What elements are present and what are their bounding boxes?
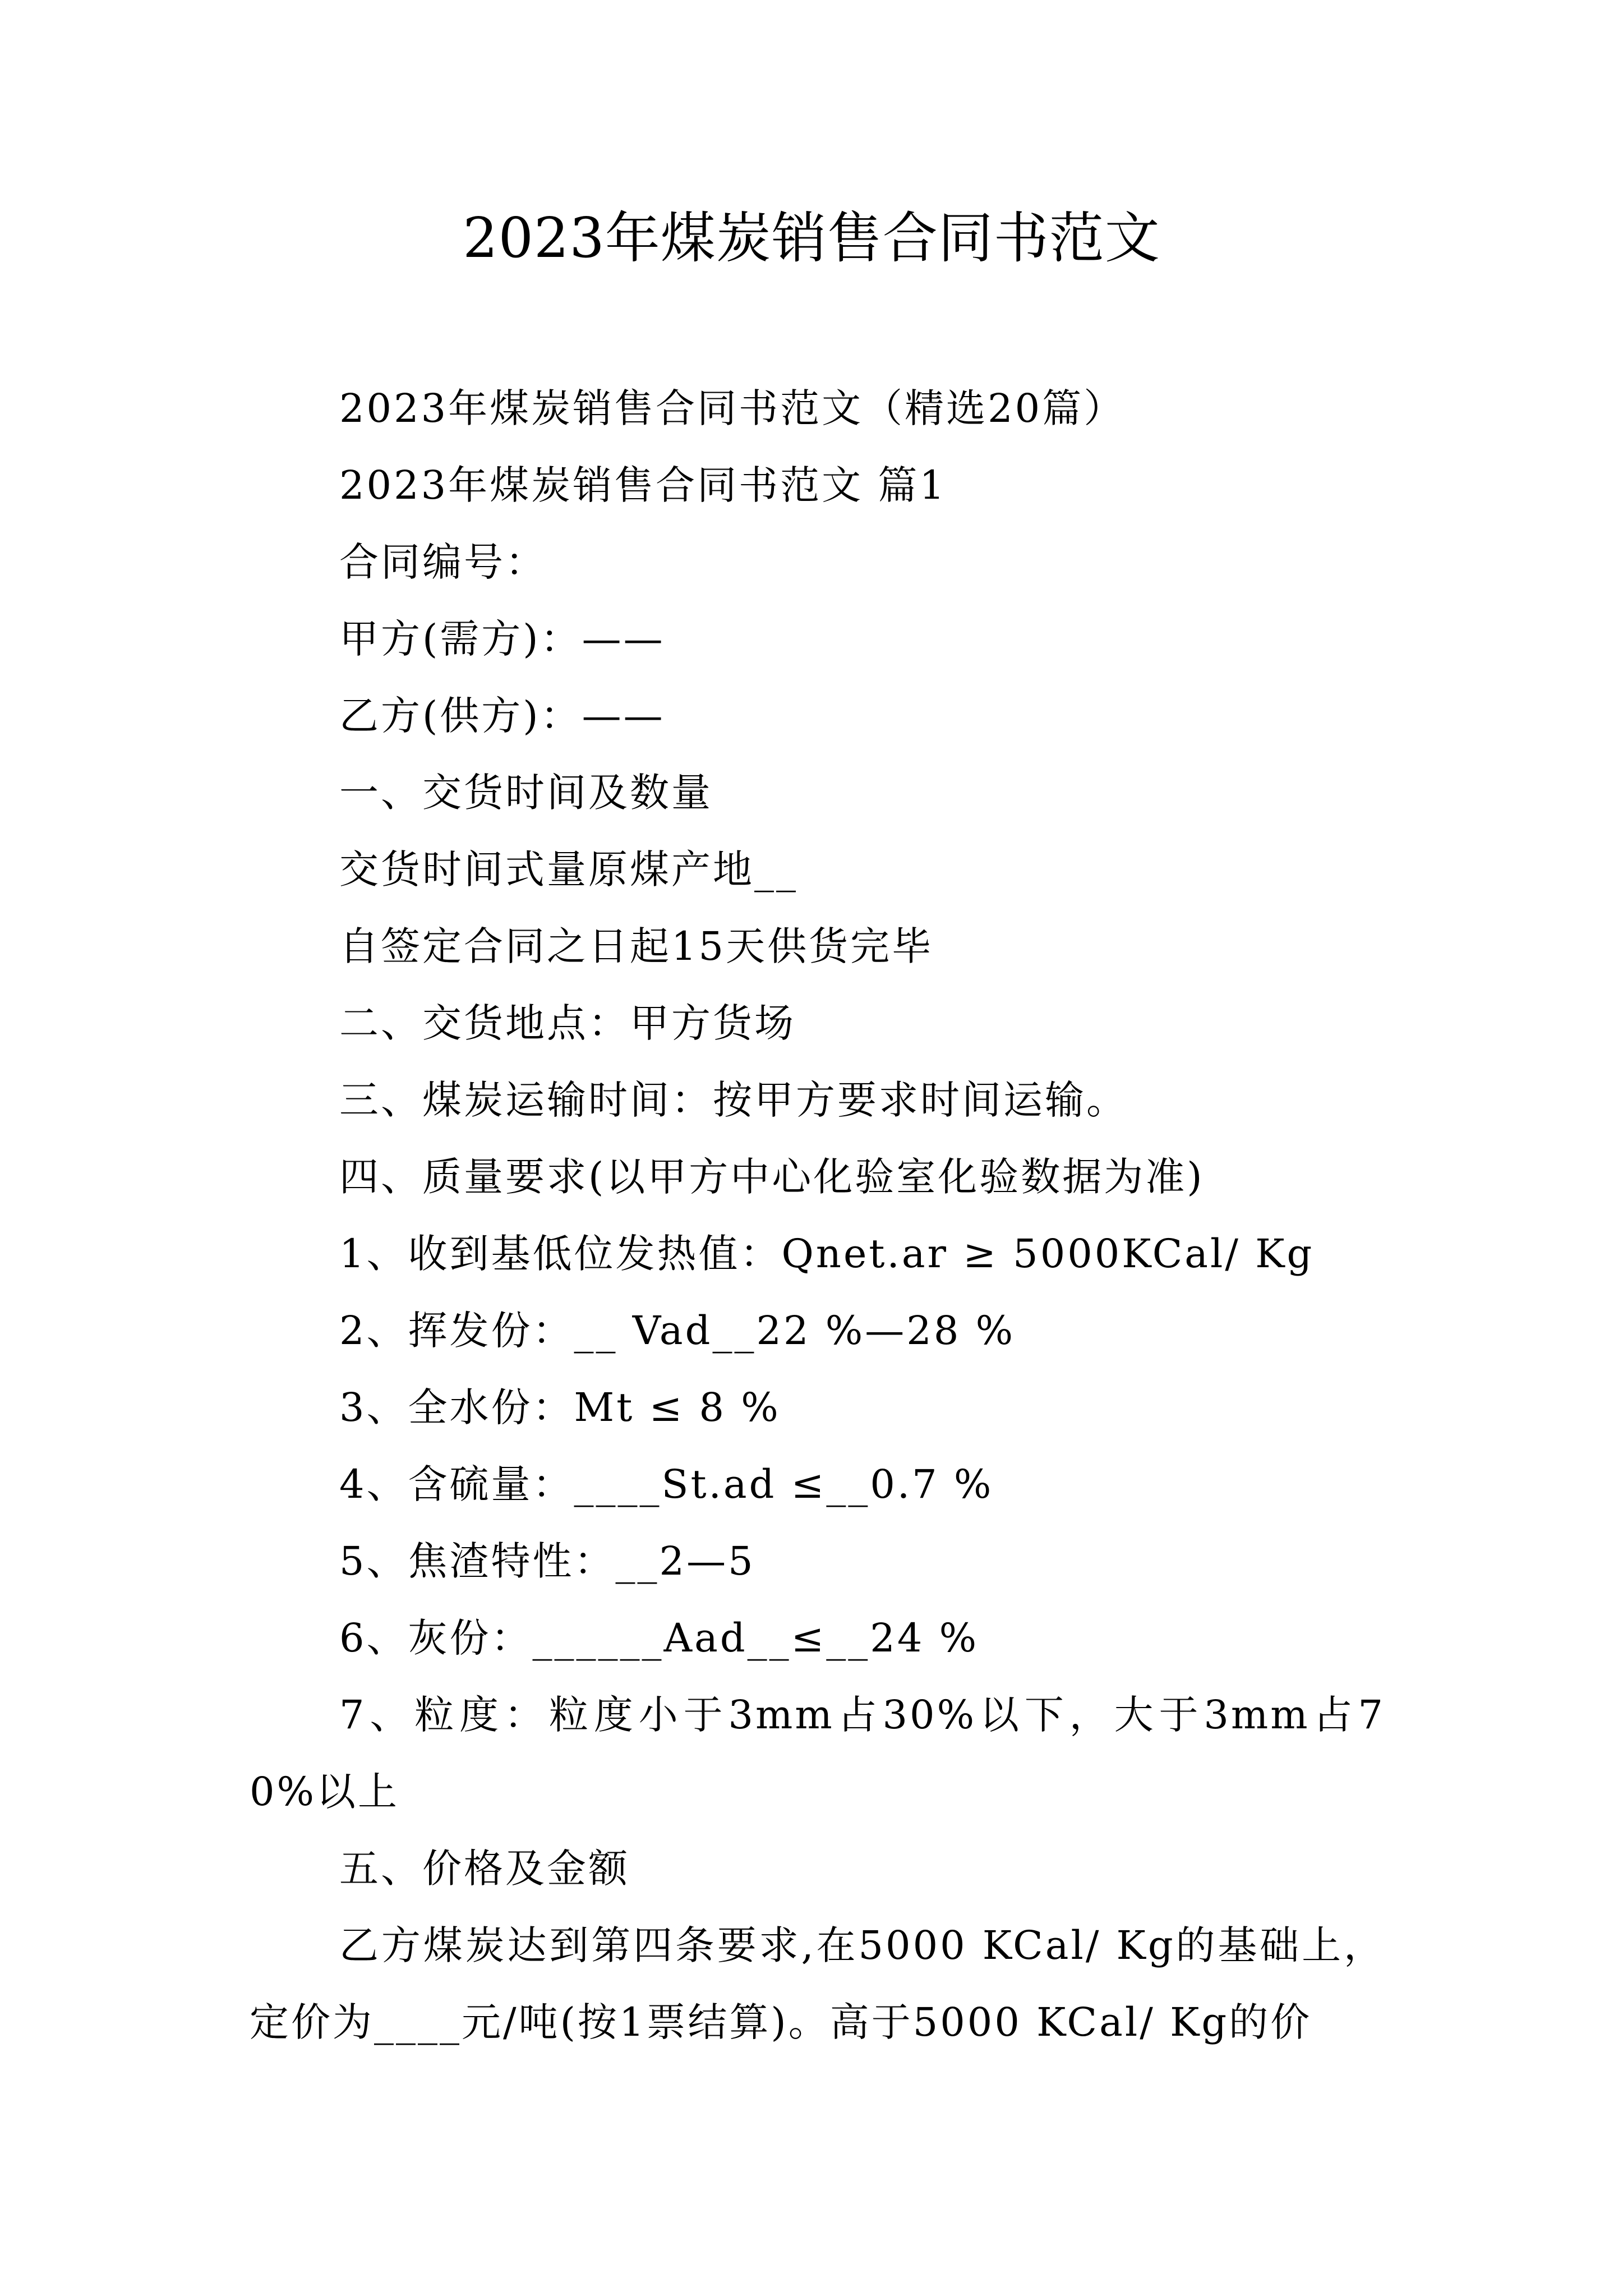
text-line-party-a: 甲方(需方)：——	[339, 616, 665, 662]
text-line-item-2: 2、挥发份：__ Vad__22 %—28 %	[339, 1308, 1016, 1354]
text-line-section-3: 三、煤炭运输时间：按甲方要求时间运输。	[339, 1077, 1128, 1123]
text-paragraph-item-7: 7、粒度：粒度小于3mm占30%以下，大于3mm占70%以上	[250, 1692, 1385, 1815]
text-line-section-4: 四、质量要求(以甲方中心化验室化验数据为准)	[339, 1154, 1205, 1200]
text-line-item-4: 4、含硫量：____St.ad ≤__0.7 %	[339, 1461, 994, 1507]
text-line-party-b: 乙方(供方)：——	[339, 693, 665, 739]
text-line-item-1: 1、收到基低位发热值：Qnet.ar ≥ 5000KCal/ Kg	[339, 1231, 1315, 1277]
document-title: 2023年煤炭销售合同书范文	[463, 206, 1160, 270]
text-line-article-heading: 2023年煤炭销售合同书范文 篇1	[339, 462, 947, 508]
text-line-item-3: 3、全水份：Mt ≤ 8 %	[339, 1384, 781, 1430]
text-paragraph-price: 乙方煤炭达到第四条要求,在5000 KCal/ Kg的基础上，定价为____元/吨(按1票结算)。高于5000 KCal/ Kg的价	[250, 1922, 1385, 2045]
text-line-section-5: 五、价格及金额	[339, 1846, 630, 1892]
document-body	[250, 370, 1385, 2061]
text-line-delivery-origin: 交货时间式量原煤产地__	[339, 846, 798, 892]
text-line-subtitle: 2023年煤炭销售合同书范文（精选20篇）	[339, 385, 1126, 431]
text-line-item-5: 5、焦渣特性：__2—5	[339, 1538, 755, 1584]
text-line-delivery-period: 自签定合同之日起15天供货完毕	[339, 923, 934, 969]
text-line-contract-number: 合同编号：	[339, 539, 547, 585]
text-line-section-1: 一、交货时间及数量	[339, 770, 713, 816]
text-line-section-2: 二、交货地点：甲方货场	[339, 1000, 796, 1046]
text-line-item-6: 6、灰份：______Aad__≤__24 %	[339, 1615, 979, 1661]
